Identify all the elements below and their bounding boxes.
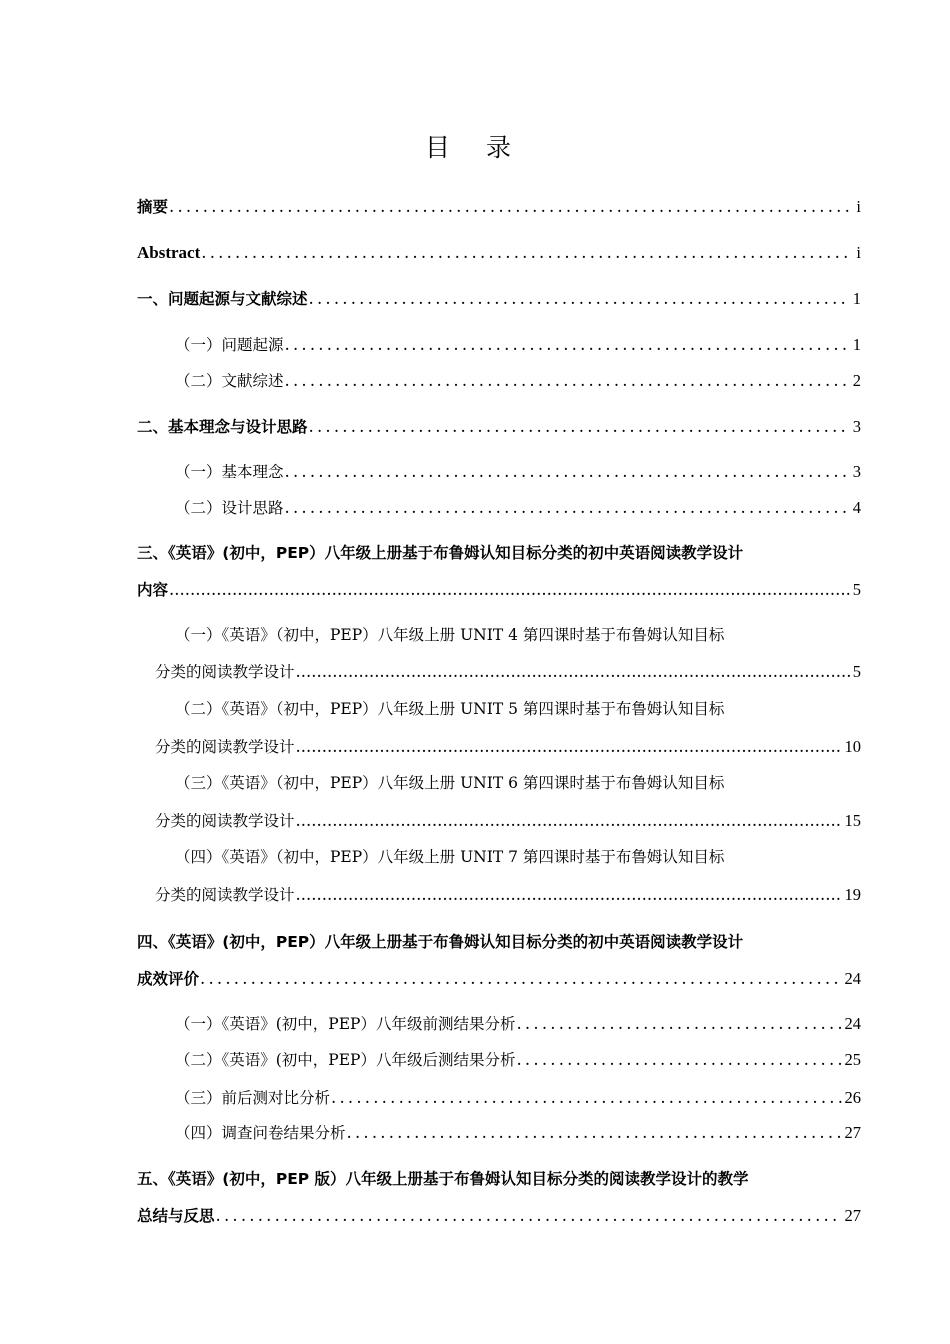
toc-page-number: 27 [844,1206,861,1225]
toc-entry-section-4-2[interactable] [175,1049,861,1071]
toc-entry-text: Abstract [137,243,201,262]
toc-entry-text: （二）文献综述 [175,372,284,390]
toc-entry-text: （三）前后测对比分析 [175,1089,331,1107]
toc-leader [347,1122,842,1144]
toc-page-number: 1 [852,335,861,354]
toc-entry-text: 分类的阅读教学设计 [155,738,295,756]
toc-entry-chapter-3-line1[interactable]: 三、《英语》(初中，PEP）八年级上册基于布鲁姆认知目标分类的初中英语阅读教学设计 [137,544,744,562]
toc-entry-section-3-1-line1[interactable]: （一）《英语》（初中，PEP）八年级上册 UNIT 4 第四课时基于布鲁姆认知目标 [175,626,725,644]
toc-entry-section-1-2[interactable] [175,370,861,392]
toc-page-number: 5 [852,662,861,681]
toc-page-number: 4 [852,498,861,517]
toc-page-number: i [856,243,861,262]
toc-leader [296,884,842,906]
toc-entry-section-2-2[interactable] [175,497,861,519]
toc-entry-text: （一）《英语》(初中，PEP）八年级前测结果分析 [175,1015,516,1033]
toc-leader [285,461,850,483]
toc-entry-text: 总结与反思 [137,1207,215,1225]
toc-entry-section-3-4[interactable] [155,884,861,906]
toc-entry-text: 分类的阅读教学设计 [155,886,295,904]
toc-entry-section-3-4-line1[interactable]: （四）《英语》（初中，PEP）八年级上册 UNIT 7 第四课时基于布鲁姆认知目标 [175,848,725,866]
toc-entry-section-3-2-line1[interactable]: （二）《英语》（初中，PEP）八年级上册 UNIT 5 第四课时基于布鲁姆认知目标 [175,700,725,718]
toc-entry-chapter-4-line1[interactable]: 四、《英语》(初中，PEP）八年级上册基于布鲁姆认知目标分类的初中英语阅读教学设计 [137,933,744,951]
toc-entry-chapter-1[interactable] [137,288,861,310]
toc-page-number: 24 [844,969,861,988]
toc-leader [285,334,850,356]
toc-entry-section-3-3[interactable] [155,810,861,832]
toc-entry-text: 分类的阅读教学设计 [155,663,295,681]
toc-entry-text: （四）调查问卷结果分析 [175,1124,346,1142]
toc-entry-text: 分类的阅读教学设计 [155,812,295,830]
toc-leader [309,288,850,310]
toc-page-number: 2 [852,371,861,390]
toc-entry-text: 摘要 [137,198,169,216]
toc-page-number: 25 [844,1050,861,1069]
toc-entry-section-4-4[interactable] [175,1122,861,1144]
page-title: 目 录 [425,133,525,162]
toc-entry-text: 一、问题起源与文献综述 [137,290,308,308]
toc-leader [296,810,842,832]
toc-entry-text: （一）问题起源 [175,336,284,354]
toc-entry-chapter-5[interactable] [137,1205,861,1227]
toc-leader [201,242,853,264]
toc-entry-section-3-1[interactable] [155,661,861,683]
toc-entry-chapter-2[interactable] [137,416,861,438]
toc-page-number: 24 [844,1014,861,1033]
toc-page-number: 3 [852,417,861,436]
toc-page-number: i [856,197,861,216]
toc-page-number: 3 [852,462,861,481]
toc-page-number: 27 [844,1123,861,1142]
toc-entry-section-2-1[interactable] [175,461,861,483]
toc-entry-text: 成效评价 [137,970,200,988]
toc-entry-chapter-3[interactable] [137,579,861,601]
toc-leader [169,579,850,601]
toc-entry-text: （一）基本理念 [175,463,284,481]
toc-entry-section-3-3-line1[interactable]: （三）《英语》（初中，PEP）八年级上册 UNIT 6 第四课时基于布鲁姆认知目标 [175,774,725,792]
toc-leader [296,661,850,683]
toc-entry-abstract-en[interactable] [137,242,861,264]
toc-leader [309,416,850,438]
toc-entry-text: 内容 [137,581,169,599]
toc-page-number: 26 [844,1088,861,1107]
toc-leader [296,736,842,758]
toc-entry-chapter-5-line1[interactable]: 五、《英语》(初中，PEP 版）八年级上册基于布鲁姆认知目标分类的阅读教学设计的教学 [137,1170,749,1188]
toc-leader [200,968,841,990]
toc-entry-section-4-1[interactable] [175,1013,861,1035]
toc-page-number: 15 [844,811,861,830]
toc-entry-chapter-4[interactable] [137,968,861,990]
toc-leader [331,1087,841,1109]
toc-page-number: 10 [844,737,861,756]
toc-entry-text: （二）《英语》(初中，PEP）八年级后测结果分析 [175,1051,516,1069]
toc-entry-abstract-cn[interactable] [137,196,861,218]
toc-leader [285,497,850,519]
toc-leader [216,1205,842,1227]
toc-page-number: 1 [852,289,861,308]
toc-leader [516,1013,841,1035]
toc-entry-text: （二）设计思路 [175,499,284,517]
toc-page-number: 5 [852,580,861,599]
toc-page-number: 19 [844,885,861,904]
toc-entry-section-3-2[interactable] [155,736,861,758]
toc-leader [169,196,853,218]
toc-entry-text: 二、基本理念与设计思路 [137,418,308,436]
toc-leader [285,370,850,392]
toc-entry-section-1-1[interactable] [175,334,861,356]
toc-entry-section-4-3[interactable] [175,1087,861,1109]
toc-leader [516,1049,841,1071]
